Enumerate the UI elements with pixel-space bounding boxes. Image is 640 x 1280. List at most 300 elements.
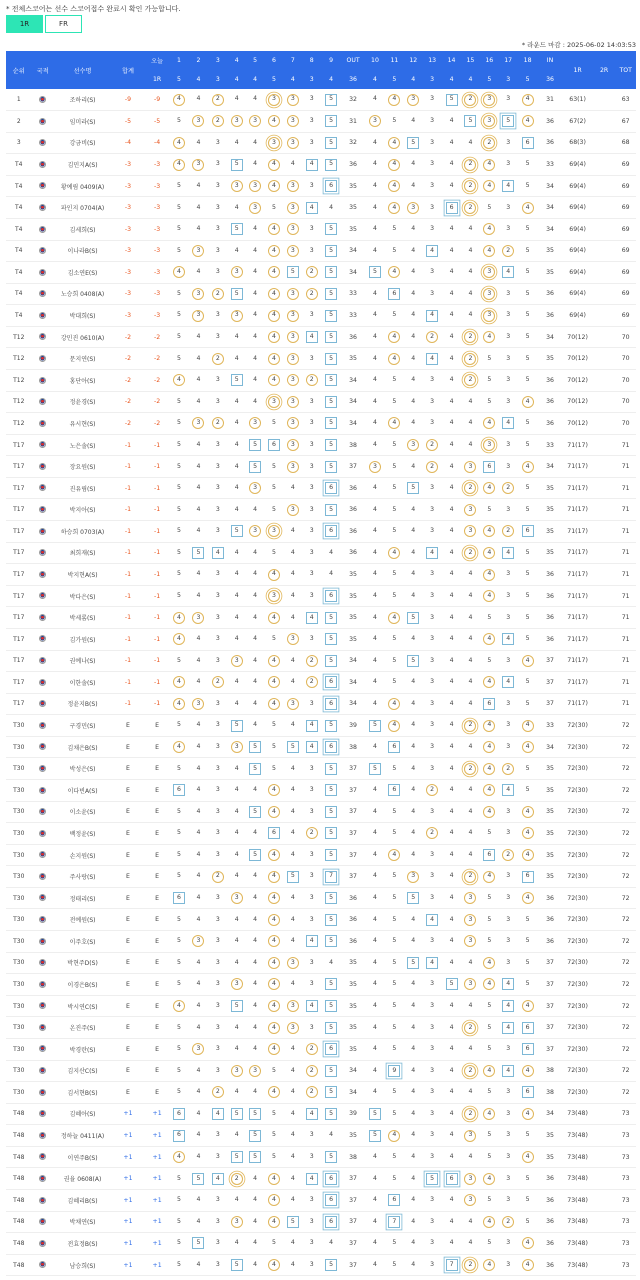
hole-score-cell (365, 1168, 384, 1190)
hole-score: 4 (468, 958, 473, 966)
table-row[interactable] (6, 909, 636, 931)
hole-score-cell (321, 477, 340, 499)
in-total: 35 (538, 1125, 563, 1147)
hole-score-cell (365, 758, 384, 780)
nation-cell (32, 413, 54, 435)
player-name[interactable]: 최희재(S) (54, 542, 111, 564)
hole-score-cell (480, 1146, 499, 1168)
player-name[interactable]: 김민지A(S) (54, 154, 111, 176)
hole-score-cell (442, 758, 461, 780)
table-row[interactable] (6, 391, 636, 413)
hole-score-cell (208, 1125, 227, 1147)
hole-score: 5 (177, 937, 181, 945)
hole-score-cell (302, 154, 321, 176)
hole-score-cell (284, 628, 302, 650)
table-row[interactable] (6, 780, 636, 802)
player-name[interactable]: 남승희(S) (54, 1254, 111, 1276)
table-row[interactable] (6, 434, 636, 456)
hole-score-cell (442, 89, 461, 111)
hole-score-cell (264, 521, 283, 543)
hole-score: 5 (525, 484, 530, 492)
hole-score-cell (208, 801, 227, 823)
hole-score-cell (365, 262, 384, 284)
hole-score-cell (404, 197, 422, 219)
hole-score: 4 (468, 225, 473, 233)
hole-score: 5 (231, 1151, 243, 1163)
hole-score-cell (480, 564, 499, 586)
hole-score: 4 (290, 1066, 295, 1074)
round2-score (593, 1103, 615, 1125)
hole-score: 3 (407, 202, 419, 214)
table-row[interactable] (6, 218, 636, 240)
table-row[interactable] (6, 132, 636, 154)
player-name[interactable]: 파인지 0704(A) (54, 197, 111, 219)
hole-score: 5 (325, 1108, 337, 1120)
hole-score-cell (517, 1125, 537, 1147)
table-row[interactable] (6, 111, 636, 133)
hole-score: 4 (468, 289, 473, 297)
korea-flag-icon (39, 204, 46, 211)
round1-score: 73(48) (562, 1189, 593, 1211)
hole-score: 5 (325, 892, 337, 904)
nation-cell (32, 715, 54, 737)
player-name[interactable]: 유시현(S) (54, 413, 111, 435)
player-name[interactable]: 손지원(S) (54, 844, 111, 866)
hole-score: 4 (449, 160, 454, 168)
total-score: 70 (615, 391, 636, 413)
hole-score: 5 (249, 849, 261, 861)
player-name[interactable]: 전효정B(S) (54, 1233, 111, 1255)
hole-score: 5 (392, 462, 397, 470)
hole-score: 4 (388, 720, 400, 732)
hole-score: 3 (231, 892, 243, 904)
hole-score: 4 (253, 548, 258, 556)
hole-score-cell (264, 1125, 283, 1147)
player-name[interactable]: 문지연(S) (54, 348, 111, 370)
hole-score-cell (321, 1233, 340, 1255)
table-row[interactable] (6, 693, 636, 715)
player-name[interactable]: 박지현A(S) (54, 564, 111, 586)
player-name[interactable]: 박성은(S) (54, 758, 111, 780)
hole-score-cell (365, 132, 384, 154)
korea-flag-icon (39, 247, 46, 254)
hole-score-cell (365, 909, 384, 931)
player-name[interactable]: 노은솔(S) (54, 434, 111, 456)
hole-score-cell (208, 348, 227, 370)
table-row[interactable] (6, 585, 636, 607)
player-name[interactable]: 백정윤(S) (54, 823, 111, 845)
hole-score: 4 (373, 1066, 377, 1074)
player-name[interactable]: 김서현B(S) (54, 1082, 111, 1104)
player-name[interactable]: 이나라B(S) (54, 240, 111, 262)
player-name[interactable]: 김지산C(S) (54, 1060, 111, 1082)
hole-score: 2 (212, 871, 224, 883)
player-name[interactable]: 홍단아(S) (54, 370, 111, 392)
player-name[interactable]: 박경란(S) (54, 1038, 111, 1060)
out-total: 36 (341, 931, 366, 953)
hole-score: 3 (309, 181, 314, 189)
round2-score (593, 628, 615, 650)
player-name[interactable]: 이소윤(S) (54, 801, 111, 823)
player-name[interactable]: 진유림(S) (54, 477, 111, 499)
hole-score: 5 (231, 525, 243, 537)
hole-score: 4 (253, 225, 258, 233)
in-total: 35 (538, 1146, 563, 1168)
hole-score-cell (208, 1233, 227, 1255)
player-name[interactable]: 박세롬(S) (54, 607, 111, 629)
hole-score-cell (208, 477, 227, 499)
korea-flag-icon (39, 722, 46, 729)
hole-score-cell (499, 607, 517, 629)
table-row[interactable] (6, 542, 636, 564)
hole-score: 4 (268, 1086, 280, 1098)
hole-score: 5 (177, 1260, 181, 1268)
hole-score: 4 (522, 115, 534, 127)
hole-score: 5 (325, 288, 337, 300)
header-hole: 11 (385, 51, 404, 70)
hole-score: 2 (464, 94, 476, 106)
hole-score: 6 (483, 698, 495, 710)
hole-score-cell (365, 736, 384, 758)
table-row[interactable] (6, 370, 636, 392)
player-name[interactable]: 김가원(S) (54, 628, 111, 650)
hole-score: 5 (249, 741, 261, 753)
hole-score-cell (517, 887, 537, 909)
table-row[interactable] (6, 607, 636, 629)
table-row[interactable] (6, 175, 636, 197)
table-row[interactable] (6, 413, 636, 435)
korea-flag-icon (39, 1045, 46, 1052)
player-name[interactable]: 조하리(S) (54, 89, 111, 111)
table-row[interactable] (6, 305, 636, 327)
hole-score-cell (264, 370, 283, 392)
table-row[interactable] (6, 1146, 636, 1168)
out-total: 37 (341, 823, 366, 845)
hole-score: 2 (231, 1173, 243, 1185)
hole-score-cell (321, 434, 340, 456)
table-row[interactable] (6, 1103, 636, 1125)
hole-score: 5 (525, 635, 530, 643)
hole-score-cell (442, 823, 461, 845)
player-total: E (111, 931, 145, 953)
round1-score: 72(30) (562, 801, 593, 823)
hole-score-cell (169, 391, 188, 413)
tab-1r[interactable]: 1R (6, 15, 43, 33)
player-name[interactable]: 박다은(S) (54, 585, 111, 607)
table-row[interactable] (6, 521, 636, 543)
player-name[interactable]: 이한솔(S) (54, 672, 111, 694)
hole-score-cell (461, 413, 479, 435)
hole-score-cell (422, 801, 441, 823)
player-name[interactable]: 노승희 0408(A) (54, 283, 111, 305)
hole-score: 4 (411, 419, 416, 427)
table-row[interactable] (6, 1254, 636, 1276)
hole-score: 3 (506, 743, 511, 751)
table-row[interactable] (6, 240, 636, 262)
player-name[interactable]: 임미라(S) (54, 111, 111, 133)
hole-score: 4 (411, 1239, 416, 1247)
table-row[interactable] (6, 628, 636, 650)
table-row[interactable] (6, 326, 636, 348)
hole-score-cell (517, 564, 537, 586)
player-name[interactable]: 정윤지B(S) (54, 693, 111, 715)
table-row[interactable] (6, 974, 636, 996)
player-name[interactable]: 강금비(S) (54, 132, 111, 154)
in-total: 36 (538, 283, 563, 305)
hole-score-cell (422, 1125, 441, 1147)
table-row[interactable] (6, 995, 636, 1017)
hole-score-cell (302, 413, 321, 435)
player-name[interactable]: 김혜아(S) (54, 1103, 111, 1125)
hole-score: 3 (309, 1023, 314, 1031)
in-total: 37 (538, 693, 563, 715)
player-name[interactable]: 강민진 0610(A) (54, 326, 111, 348)
player-name[interactable]: 전예원(S) (54, 909, 111, 931)
hole-score: 4 (411, 915, 416, 923)
table-row[interactable] (6, 866, 636, 888)
total-score: 69 (615, 175, 636, 197)
table-row[interactable] (6, 715, 636, 737)
player-name[interactable]: 김세희(S) (54, 218, 111, 240)
hole-score-cell (404, 887, 422, 909)
hole-score: 5 (392, 117, 397, 125)
hole-score: 4 (253, 333, 258, 341)
hole-score-cell (246, 1017, 264, 1039)
hole-score: 4 (411, 354, 416, 362)
hole-score-cell (189, 931, 208, 953)
table-row[interactable] (6, 1211, 636, 1233)
table-row[interactable] (6, 564, 636, 586)
hole-score-cell (422, 477, 441, 499)
player-name[interactable]: 구경민(S) (54, 715, 111, 737)
player-name[interactable]: 이경은B(S) (54, 974, 111, 996)
hole-score: 5 (325, 978, 337, 990)
player-name[interactable]: 주사랑(S) (54, 866, 111, 888)
hole-score-cell (442, 434, 461, 456)
table-row[interactable] (6, 650, 636, 672)
hole-score: 3 (430, 699, 435, 707)
table-row[interactable] (6, 477, 636, 499)
table-row[interactable] (6, 154, 636, 176)
table-row[interactable] (6, 1125, 636, 1147)
hole-score: 5 (369, 266, 381, 278)
hole-score-cell (169, 1233, 188, 1255)
table-row[interactable] (6, 952, 636, 974)
table-row[interactable] (6, 1082, 636, 1104)
korea-flag-icon (39, 1261, 46, 1268)
player-name[interactable]: 정윤경(S) (54, 391, 111, 413)
hole-score-cell (480, 823, 499, 845)
table-row[interactable] (6, 197, 636, 219)
player-name[interactable]: 박채연(S) (54, 1211, 111, 1233)
hole-score: 4 (411, 527, 416, 535)
player-name[interactable]: 김혜리B(S) (54, 1189, 111, 1211)
table-row[interactable] (6, 931, 636, 953)
hole-score: 6 (446, 1173, 458, 1185)
hole-score-cell (246, 715, 264, 737)
player-name[interactable]: 박대희(S) (54, 305, 111, 327)
table-row[interactable] (6, 758, 636, 780)
table-row[interactable] (6, 1017, 636, 1039)
hole-score: 5 (325, 245, 337, 257)
table-row[interactable] (6, 1233, 636, 1255)
round1-score: 72(30) (562, 715, 593, 737)
header-hole: 9 (321, 51, 340, 70)
player-name[interactable]: 권예나(S) (54, 650, 111, 672)
hole-score-cell (422, 111, 441, 133)
korea-flag-icon (39, 959, 46, 966)
hole-score: 5 (192, 1173, 204, 1185)
hole-score: 4 (502, 266, 514, 278)
player-position: T30 (6, 909, 32, 931)
player-position: T4 (6, 154, 32, 176)
hole-score-cell (442, 391, 461, 413)
hole-score: 4 (449, 1109, 454, 1117)
hole-score: 2 (306, 655, 318, 667)
table-row[interactable] (6, 283, 636, 305)
hole-score: 3 (506, 160, 511, 168)
round1-score: 73(48) (562, 1125, 593, 1147)
player-name[interactable]: 황예림 0409(A) (54, 175, 111, 197)
player-name[interactable]: 이연주B(S) (54, 1146, 111, 1168)
table-row[interactable] (6, 672, 636, 694)
header-r2: 2R (593, 51, 615, 89)
hole-score-cell (461, 305, 479, 327)
table-row[interactable] (6, 736, 636, 758)
table-row[interactable] (6, 262, 636, 284)
hole-score-cell (302, 1211, 321, 1233)
hole-score: 4 (449, 1023, 454, 1031)
hole-score: 5 (325, 849, 337, 861)
hole-score: 4 (196, 138, 201, 146)
hole-score-cell (461, 1125, 479, 1147)
hole-score: 4 (253, 138, 258, 146)
table-row[interactable] (6, 1168, 636, 1190)
hole-score-cell (499, 564, 517, 586)
hole-score-cell (461, 1038, 479, 1060)
player-name[interactable]: 이주호(S) (54, 931, 111, 953)
hole-score: 6 (268, 439, 280, 451)
player-name[interactable]: 온진주(S) (54, 1017, 111, 1039)
hole-score: 2 (212, 94, 224, 106)
player-name[interactable]: 하승희 0703(A) (54, 521, 111, 543)
hole-score: 4 (502, 1022, 514, 1034)
table-row[interactable] (6, 499, 636, 521)
hole-score-cell (246, 434, 264, 456)
hole-score: 4 (468, 1153, 473, 1160)
hole-score: 3 (287, 115, 299, 127)
hole-score: 3 (287, 331, 299, 343)
hole-score-cell (499, 1082, 517, 1104)
table-row[interactable] (6, 456, 636, 478)
tab-fr[interactable]: FR (45, 15, 82, 33)
hole-score-cell (208, 413, 227, 435)
round1-score: 72(30) (562, 995, 593, 1017)
table-row[interactable] (6, 823, 636, 845)
hole-score: 5 (464, 115, 476, 127)
table-row[interactable] (6, 1038, 636, 1060)
player-total: -3 (111, 240, 145, 262)
hole-score-cell (321, 1060, 340, 1082)
hole-score-cell (517, 434, 537, 456)
hole-score-cell (246, 1060, 264, 1082)
hole-score-cell (321, 542, 340, 564)
table-row[interactable] (6, 89, 636, 111)
nation-cell (32, 1168, 54, 1190)
player-name[interactable]: 박시연C(S) (54, 995, 111, 1017)
hole-score: 4 (483, 223, 495, 235)
hole-score-cell (189, 693, 208, 715)
hole-score-cell (264, 1017, 283, 1039)
hole-score-cell (284, 693, 302, 715)
hole-score-cell (517, 952, 537, 974)
table-row[interactable] (6, 887, 636, 909)
player-name[interactable]: 정태리(S) (54, 887, 111, 909)
hole-score: 4 (449, 1066, 454, 1074)
hole-score-cell (517, 521, 537, 543)
hole-score: 4 (483, 741, 495, 753)
table-row[interactable] (6, 844, 636, 866)
hole-score-cell (302, 974, 321, 996)
hole-score-cell (499, 132, 517, 154)
hole-score: 5 (325, 159, 337, 171)
hole-score-cell (264, 154, 283, 176)
round1-score: 72(30) (562, 887, 593, 909)
player-name[interactable]: 박지아(S) (54, 499, 111, 521)
hole-score: 5 (487, 656, 492, 664)
korea-flag-icon (39, 916, 46, 923)
hole-score: 4 (196, 225, 201, 233)
total-score: 73 (615, 1189, 636, 1211)
table-row[interactable] (6, 1189, 636, 1211)
player-name[interactable]: 정하늘 0411(A) (54, 1125, 111, 1147)
player-total: E (111, 1038, 145, 1060)
hole-score: 3 (506, 570, 511, 578)
player-name[interactable]: 권율 0608(A) (54, 1168, 111, 1190)
table-row[interactable] (6, 1060, 636, 1082)
player-name[interactable]: 박현주D(S) (54, 952, 111, 974)
hole-score-cell (321, 89, 340, 111)
player-today: -1 (145, 672, 170, 694)
hole-score-cell (169, 89, 188, 111)
table-row[interactable] (6, 801, 636, 823)
hole-score: 4 (522, 806, 534, 818)
in-total: 34 (538, 736, 563, 758)
hole-score: 5 (392, 376, 397, 384)
player-today: -3 (145, 197, 170, 219)
player-name[interactable]: 장요원(S) (54, 456, 111, 478)
hole-score-cell (442, 715, 461, 737)
round2-score (593, 89, 615, 111)
out-total: 36 (341, 477, 366, 499)
hole-score-cell (228, 1103, 246, 1125)
hole-score: 4 (234, 505, 239, 513)
player-name[interactable]: 이다빈A(S) (54, 780, 111, 802)
round1-score: 69(4) (562, 305, 593, 327)
hole-score-cell (302, 1233, 321, 1255)
hole-score: 3 (231, 180, 243, 192)
player-name[interactable]: 김소연E(S) (54, 262, 111, 284)
hole-score-cell (302, 715, 321, 737)
hole-score: 4 (173, 741, 185, 753)
hole-score: 4 (253, 311, 258, 319)
hole-score: 4 (411, 721, 416, 729)
hole-score-cell (189, 1146, 208, 1168)
table-row[interactable] (6, 348, 636, 370)
hole-score-cell (385, 348, 404, 370)
player-position: T12 (6, 391, 32, 413)
player-name[interactable]: 김채은B(S) (54, 736, 111, 758)
